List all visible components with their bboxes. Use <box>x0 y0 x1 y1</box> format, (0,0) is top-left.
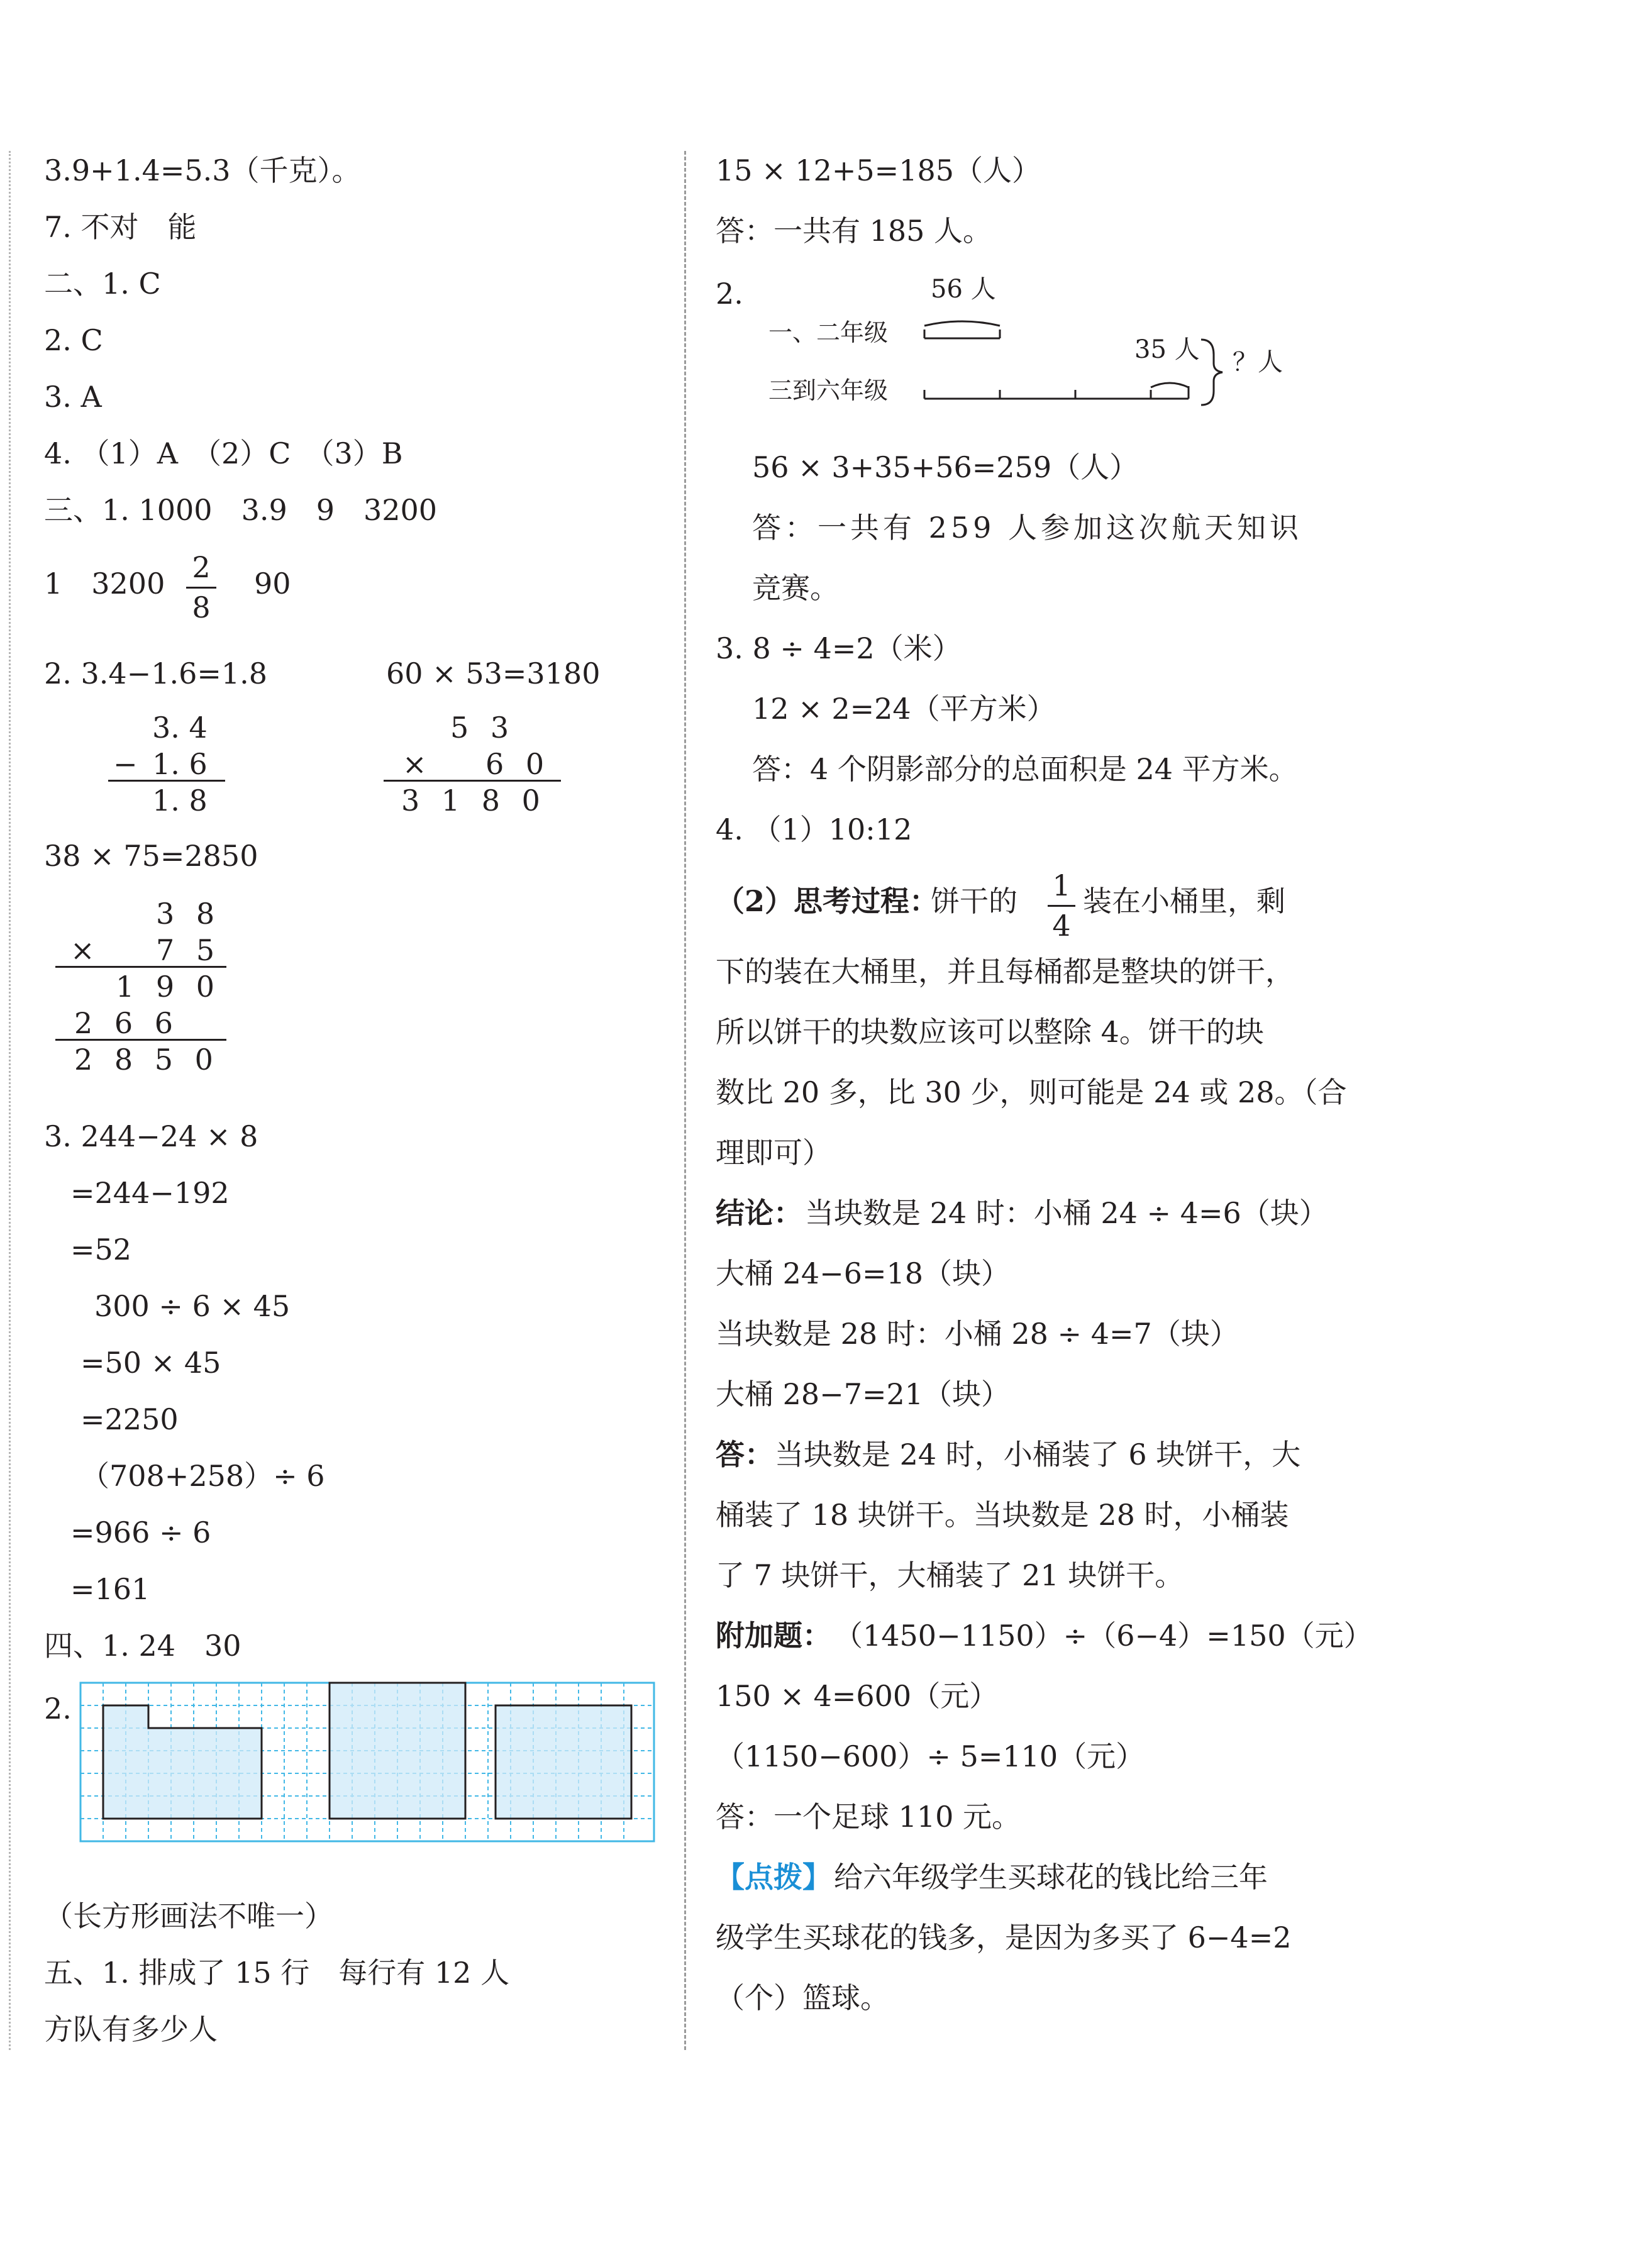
answer-line: 60 × 53=3180 <box>386 657 601 690</box>
label-bold: 附加题： <box>716 1619 831 1653</box>
diagram-label: 三到六年级 <box>768 377 889 404</box>
answer-line: 56 × 3+35+56=259（人） <box>752 450 1139 484</box>
fraction-numerator: 1 <box>1052 868 1071 902</box>
answer-line: =244−192 <box>70 1176 230 1210</box>
vertical-row: 3. 4 <box>152 711 208 745</box>
answer-line: 方队有多少人 <box>44 2012 218 2046</box>
answer-line: （708+258）÷ 6 <box>80 1459 325 1493</box>
answer-line: 1 3200 <box>44 567 165 601</box>
column-divider <box>684 151 686 2050</box>
result-line <box>55 966 226 968</box>
answer-line: =2250 <box>80 1402 179 1436</box>
answer-line: （1150−600）÷ 5=110（元） <box>716 1739 1145 1773</box>
diagram-label: 35 人 <box>1134 335 1200 364</box>
answer-line: 答：一个足球 110 元。 <box>716 1800 1021 1834</box>
vertical-row: 7 5 <box>156 933 221 967</box>
answer-line: 3. 8 ÷ 4=2（米） <box>716 631 962 665</box>
answer-line: 38 × 75=2850 <box>44 839 258 873</box>
hint-tag: 【点拨】 <box>716 1860 831 1894</box>
answer-line: 答：4 个阴影部分的总面积是 24 平方米。 <box>752 752 1298 786</box>
answer-line: 竞赛。 <box>752 571 839 605</box>
shape-square <box>330 1683 465 1819</box>
fraction-denominator: 4 <box>1052 908 1071 943</box>
hint-text: （个）篮球。 <box>716 1981 889 2015</box>
answer-line: 4. （1）A （2）C （3）B <box>44 436 403 470</box>
fraction-bar <box>186 587 216 589</box>
diagram-label: 56 人 <box>931 275 996 304</box>
question-number: 2. <box>716 277 743 311</box>
result-line <box>55 1039 226 1041</box>
answer-line: 15 × 12+5=185（人） <box>716 153 1041 187</box>
section-heading: 五、1. 排成了 15 行 每行有 12 人 <box>44 1956 510 1990</box>
vertical-result: 1. 8 <box>152 784 208 817</box>
shape-rectangle <box>496 1705 631 1819</box>
times-sign: × <box>402 747 427 781</box>
result-line <box>384 780 561 782</box>
answer-line: 2. C <box>44 323 103 357</box>
vertical-row: 6 0 <box>485 747 551 781</box>
vertical-row: 2 6 6 <box>74 1006 180 1040</box>
left-margin-dots <box>9 151 11 2050</box>
fraction-bar <box>1048 905 1075 907</box>
answer-line: 90 <box>254 567 291 601</box>
result-line <box>108 780 225 782</box>
fraction <box>1048 869 1075 943</box>
hint-text: 给六年级学生买球花的钱比给三年 <box>834 1860 1268 1894</box>
grid-figure <box>80 1683 654 1841</box>
times-sign: × <box>70 933 95 967</box>
answer-line: =50 × 45 <box>80 1346 221 1380</box>
answer-line: 12 × 2=24（平方米） <box>752 692 1056 726</box>
answer-line: 当块数是 28 时：小桶 28 ÷ 4=7（块） <box>716 1317 1239 1351</box>
vertical-result: 3 1 8 0 <box>401 784 546 817</box>
answer-line: 7. 不对 能 <box>44 210 197 244</box>
vertical-row: 3 8 <box>156 897 221 931</box>
hint-text: 级学生买球花的钱多，是因为多买了 6−4=2 <box>716 1920 1292 1954</box>
answer-line: 答：一共有 259 人参加这次航天知识 <box>752 511 1303 545</box>
answer-line: 下的装在大桶里，并且每桶都是整块的饼干， <box>716 955 1294 989</box>
answer-line: 所以饼干的块数应该可以整除 4。饼干的块 <box>716 1015 1264 1049</box>
fraction <box>186 551 216 624</box>
answer-line: 大桶 24−6=18（块） <box>716 1256 1011 1290</box>
answer-line: 2. 3.4−1.6=1.8 <box>44 657 268 690</box>
answer-line: =52 <box>70 1233 132 1266</box>
label-bold: （2）思考过程： <box>716 884 939 918</box>
answer-line: 了 7 块饼干，大桶装了 21 块饼干。 <box>716 1558 1184 1592</box>
answer-line: 3. 244−24 × 8 <box>44 1119 258 1153</box>
vertical-row: 1. 6 <box>152 747 208 781</box>
vertical-row: 5 3 <box>450 711 516 745</box>
answer-line: 3.9+1.4=5.3（千克）。 <box>44 153 361 187</box>
answer-line: =161 <box>70 1572 150 1606</box>
fraction-numerator: 2 <box>192 550 211 584</box>
section-heading: 二、1. C <box>44 267 161 301</box>
label-bold: 答： <box>716 1438 773 1471</box>
answer-line: 数比 20 多，比 30 少，则可能是 24 或 28。（合 <box>716 1075 1347 1109</box>
answer-line: 当块数是 24 时，小桶装了 6 块饼干，大 <box>775 1438 1301 1471</box>
answer-line: 3. A <box>44 380 102 414</box>
answer-line: 饼干的 <box>931 884 1017 918</box>
label-bold: 结论： <box>716 1196 802 1230</box>
answer-line: 答：一共有 185 人。 <box>716 214 992 248</box>
answer-line: 4. （1）10:12 <box>716 812 912 846</box>
answer-line: （1450−1150）÷（6−4）=150（元） <box>834 1619 1373 1653</box>
answer-line: 装在小桶里，剩 <box>1083 884 1285 918</box>
answer-line: 桶装了 18 块饼干。当块数是 28 时，小桶装 <box>716 1498 1289 1532</box>
vertical-row: 1 9 0 <box>116 970 221 1004</box>
diagram-label: 一、二年级 <box>768 319 889 346</box>
answer-line: 理即可） <box>716 1136 831 1170</box>
minus-sign: − <box>113 747 138 781</box>
answer-line: =966 ÷ 6 <box>70 1516 211 1549</box>
diagram-label: ？人 <box>1233 348 1283 377</box>
answer-line: 大桶 28−7=21（块） <box>716 1377 1011 1411</box>
section-heading: 三、1. 1000 3.9 9 3200 <box>44 493 438 527</box>
answer-line: 2. <box>44 1692 72 1726</box>
fraction-denominator: 8 <box>192 590 211 624</box>
answer-line: 150 × 4=600（元） <box>716 1679 999 1713</box>
note: （长方形画法不唯一） <box>44 1899 333 1933</box>
shape-l <box>103 1705 262 1819</box>
segment-lines <box>924 317 1233 411</box>
answer-line: 当块数是 24 时：小桶 24 ÷ 4=6（块） <box>805 1196 1328 1230</box>
vertical-result: 2 8 5 0 <box>74 1043 219 1077</box>
answer-line: 300 ÷ 6 × 45 <box>94 1289 291 1323</box>
section-heading: 四、1. 24 30 <box>44 1629 241 1663</box>
